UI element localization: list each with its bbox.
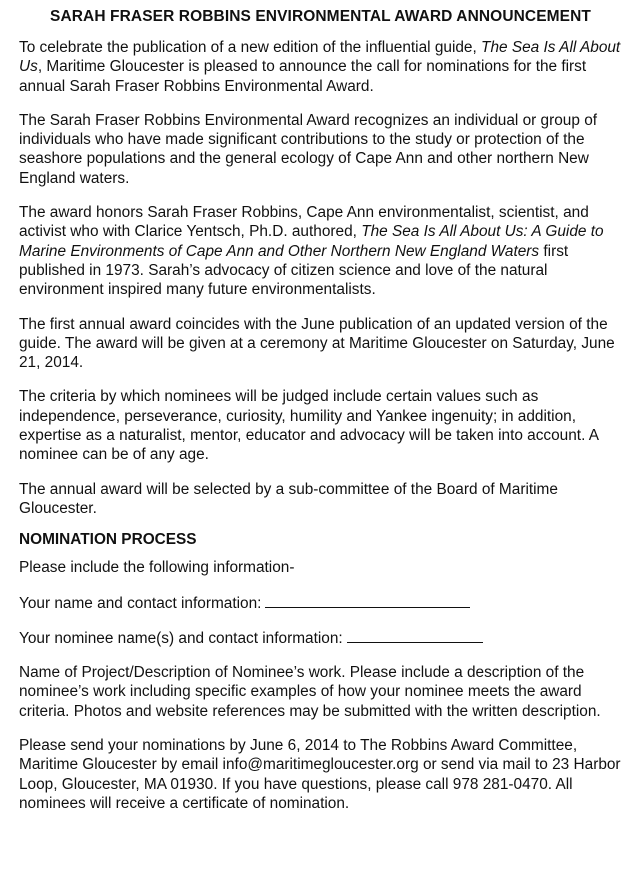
nomination-process-heading: NOMINATION PROCESS (19, 531, 197, 549)
intro-text-b: , Maritime Gloucester is pleased to announce the call for nominations for the first annual Sarah Fraser Robbins Environmental Award. (19, 58, 587, 95)
ceremony-paragraph: The first annual award coincides with the June publication of an updated version of the guide. The award will be given at a ceremony at Maritime Gloucester on Saturday, June 21, 2014. (19, 315, 615, 372)
honoree-paragraph (19, 203, 622, 299)
your-name-label: Your name and contact information: (19, 594, 262, 612)
project-description-paragraph: Name of Project/Description of Nominee’s work. Please include a description of the nominee’s work including specific examples of how your nominee meets the award criteria. Photos and website references may be submitted with the written description. (19, 664, 601, 720)
book-title: The Sea Is All About Us (19, 39, 621, 76)
nominee-name-blank[interactable] (347, 628, 483, 643)
document-title: SARAH FRASER ROBBINS ENVIRONMENTAL AWARD ANNOUNCEMENT (50, 8, 591, 25)
nominee-name-line (19, 628, 622, 648)
full-book-title: The Sea Is All About Us: A Guide to Marine Environments of Cape Ann and Other Northern New England Waters (19, 223, 604, 260)
include-info-line: Please include the following information- (19, 559, 295, 577)
honoree-text-b: first published in 1973. Sarah’s advocacy of citizen science and love of the natural environment inspired many future environmentalists. (19, 242, 569, 299)
your-name-line (19, 593, 622, 613)
submission-paragraph: Please send your nominations by June 6, 2014 to The Robbins Award Committee, Maritime Gloucester by email info@maritimegloucester.org or send via mail to 23 Harbor Loop, Gloucester, MA 01930. If you have questions, please call 978 281-0470. All nominees will receive a certificate of nomination. (19, 737, 621, 812)
honoree-text-a: The award honors Sarah Fraser Robbins, Cape Ann environmentalist, scientist, and activist who with Clarice Yentsch, Ph.D. authored, (19, 204, 589, 241)
selection-paragraph: The annual award will be selected by a sub-committee of the Board of Maritime Gloucester. (19, 480, 558, 517)
intro-paragraph (19, 38, 622, 96)
award-description-paragraph: The Sarah Fraser Robbins Environmental Award recognizes an individual or group of individuals who have made significant contributions to the study or protection of the seashore populations and the general ecology of Cape Ann and other northern New England waters. (19, 111, 598, 187)
nominee-name-label: Your nominee name(s) and contact information: (19, 629, 343, 647)
criteria-paragraph: The criteria by which nominees will be judged include certain values such as independence, perseverance, curiosity, humility and Yankee ingenuity; in addition, expertise as a naturalist, mentor, educator and advocacy will be taken into account. A nominee can be of any age. (19, 388, 599, 464)
intro-text-a: To celebrate the publication of a new edition of the influential guide, (19, 39, 482, 56)
your-name-blank[interactable] (265, 593, 470, 608)
